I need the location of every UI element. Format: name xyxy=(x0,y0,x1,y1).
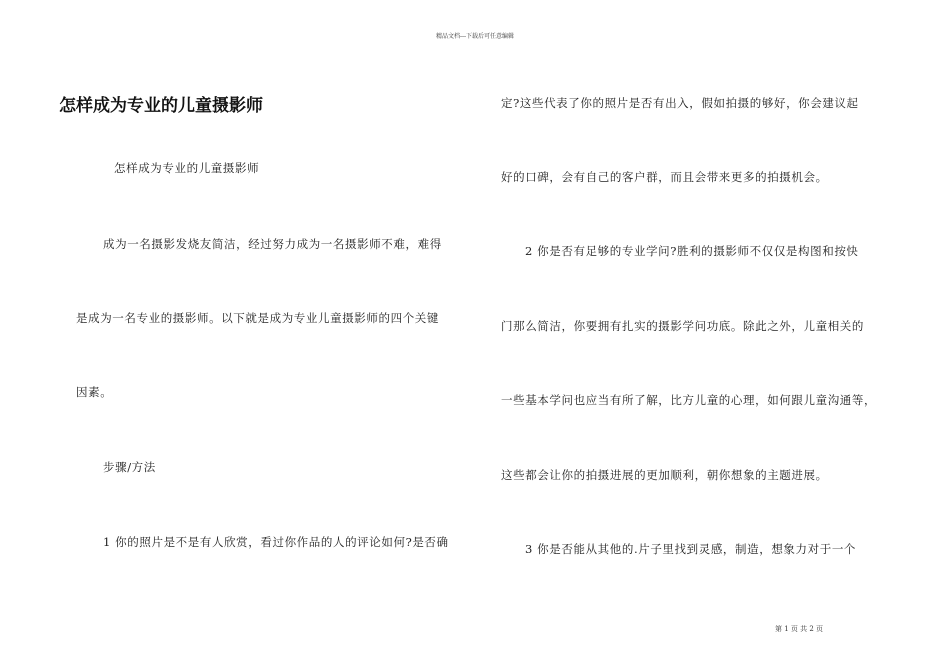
text-line: 成为一名摄影发烧友简洁，经过努力成为一名摄影师不难，难得 xyxy=(103,237,442,251)
page-number: 第 1 页 共 2 页 xyxy=(775,625,824,633)
text-line: 定?这些代表了你的照片是否有出入，假如拍摄的够好，你会建议起 xyxy=(501,96,859,110)
text-line: 好的口碑，会有自己的客户群，而且会带来更多的拍摄机会。 xyxy=(501,170,828,184)
header-note: 精品文档---下载后可任意编辑 xyxy=(435,33,515,40)
text-line: 2 你是否有足够的专业学问?胜利的摄影师不仅仅是构图和按快 xyxy=(525,244,859,258)
page-title: 怎样成为专业的儿童摄影师 xyxy=(59,96,263,116)
text-line: 3 你是否能从其他的.片子里找到灵感，制造，想象力对于一个 xyxy=(525,542,857,556)
text-line: 因素。 xyxy=(76,385,113,399)
text-line: 一些基本学问也应当有所了解，比方儿童的心理，如何跟儿童沟通等， xyxy=(501,393,877,407)
text-line: 这些都会让你的拍摄进展的更加顺利，朝你想象的主题进展。 xyxy=(501,468,828,482)
subtitle-line: 怎样成为专业的儿童摄影师 xyxy=(114,161,260,175)
section-heading: 步骤/方法 xyxy=(103,460,156,474)
text-line: 1 你的照片是不是有人欣赏，看过你作品的人的评论如何?是否确 xyxy=(103,535,449,549)
text-line: 是成为一名专业的摄影师。以下就是成为专业儿童摄影师的四个关键 xyxy=(76,311,439,325)
text-line: 门那么简洁，你要拥有扎实的摄影学问功底。除此之外，儿童相关的 xyxy=(501,319,864,333)
